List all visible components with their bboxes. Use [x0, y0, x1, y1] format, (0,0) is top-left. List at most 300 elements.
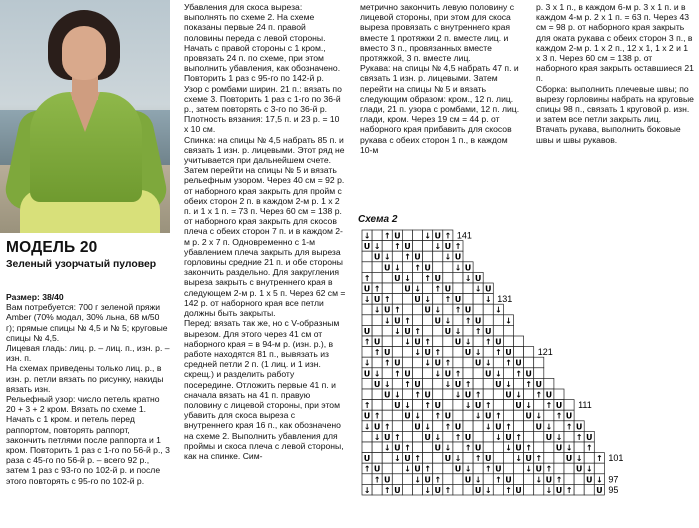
chart-row-label: 131 [497, 294, 513, 305]
chart-symbol: U [505, 390, 512, 400]
chart-cell [514, 378, 524, 389]
chart-cell [433, 336, 443, 347]
chart-cell [514, 421, 524, 432]
chart-cell [413, 304, 423, 315]
chart-symbol: U [535, 464, 542, 474]
chart-symbol: ↑ [595, 454, 603, 464]
chart-symbol: ↓ [515, 454, 522, 464]
chart-cell [594, 463, 604, 474]
chart-symbol: ↓ [535, 411, 543, 421]
chart-symbol: ↓ [393, 326, 401, 336]
chart-symbol: ↓ [393, 454, 401, 464]
chart-cell [423, 251, 433, 262]
chart-cell [453, 484, 463, 495]
chart-cell [392, 378, 402, 389]
chart-cell [473, 421, 483, 432]
chart-cell [544, 453, 554, 464]
chart-symbol: ↑ [454, 369, 462, 379]
chart-cell [483, 389, 493, 400]
chart-cell [453, 315, 463, 326]
chart-symbol: ↓ [363, 358, 371, 368]
chart-cell [423, 442, 433, 453]
chart-symbol: U [373, 379, 381, 389]
chart-cell [514, 463, 524, 474]
chart-symbol: U [434, 273, 441, 283]
size-paragraph: Размер: 38/40 [6, 292, 64, 302]
chart-cell [524, 421, 534, 432]
chart-symbol: U [384, 390, 391, 400]
chart-symbol: U [525, 454, 532, 464]
chart-symbol: U [454, 464, 462, 474]
chart-symbol: U [373, 252, 381, 262]
chart-symbol: ↓ [545, 422, 553, 432]
chart-symbol: U [404, 411, 411, 421]
chart-symbol: U [474, 316, 482, 326]
chart-cell [382, 463, 392, 474]
chart-symbol: U [545, 390, 553, 400]
chart-symbol: ↑ [494, 348, 502, 358]
chart-cell [413, 400, 423, 411]
chart-symbol: U [505, 432, 512, 442]
chart-symbol: ↑ [474, 390, 482, 400]
chart-symbol: ↑ [494, 411, 502, 421]
chart-cell [453, 347, 463, 358]
chart-symbol: ↓ [404, 401, 411, 411]
chart-symbol: ↑ [484, 464, 492, 474]
chart-symbol: U [464, 348, 472, 358]
chart-cell [362, 304, 372, 315]
chart-symbol: U [464, 305, 472, 315]
chart-symbol: ↑ [494, 475, 502, 485]
chart-symbol: U [424, 390, 431, 400]
chart-cell [433, 262, 443, 273]
chart-symbol: U [434, 443, 441, 453]
chart-cell [423, 315, 433, 326]
chart-cell [443, 463, 453, 474]
chart-cell [433, 463, 443, 474]
chart-cell [503, 368, 513, 379]
chart-symbol: U [515, 485, 522, 495]
chart-symbol: ↑ [434, 475, 442, 485]
chart-symbol: ↑ [464, 379, 472, 389]
chart-symbol: ↓ [474, 284, 482, 294]
chart-symbol: ↑ [535, 390, 543, 400]
chart-cell [372, 315, 382, 326]
chart-cell [483, 347, 493, 358]
chart-cell [554, 453, 564, 464]
chart-symbol: U [434, 231, 441, 241]
chart-cell [423, 368, 433, 379]
chart-symbol: ↑ [525, 443, 533, 453]
chart-cell [493, 400, 503, 411]
chart-symbol: U [414, 379, 421, 389]
chart-symbol: ↑ [373, 411, 381, 421]
chart-cell [402, 347, 412, 358]
chart-cell [483, 474, 493, 485]
chart-symbol: ↓ [494, 432, 502, 442]
chart-symbol: ↑ [565, 422, 573, 432]
chart-cell [423, 325, 433, 336]
chart-cell [473, 431, 483, 442]
chart-symbol: U [485, 454, 492, 464]
chart-cell [443, 262, 453, 273]
chart-symbol: U [414, 422, 421, 432]
chart-cell [524, 474, 534, 485]
chart-cell [382, 400, 392, 411]
chart-cell [503, 336, 513, 347]
chart-symbol: ↓ [434, 305, 442, 315]
chart-cell [473, 368, 483, 379]
chart-cell [362, 389, 372, 400]
chart-cell [463, 283, 473, 294]
chart-symbol: ↓ [383, 316, 391, 326]
chart-symbol: U [434, 485, 441, 495]
chart-symbol: ↑ [444, 231, 452, 241]
chart-cell [392, 294, 402, 305]
chart-cell [463, 484, 473, 495]
chart-symbol: U [495, 337, 502, 347]
chart-symbol: U [394, 358, 401, 368]
chart-row-label: 141 [456, 230, 472, 241]
chart-symbol: ↓ [595, 475, 603, 485]
chart-cell [524, 484, 534, 495]
chart-symbol: ↑ [383, 358, 391, 368]
chart-symbol: ↑ [393, 242, 401, 252]
chart-symbol: ↑ [373, 284, 381, 294]
chart-symbol: ↓ [464, 401, 472, 411]
chart-cell [443, 474, 453, 485]
chart-symbol: U [373, 295, 381, 305]
chart-symbol: ↑ [555, 475, 563, 485]
chart-symbol: U [535, 422, 542, 432]
chart-cell [544, 410, 554, 421]
chart-cell [453, 283, 463, 294]
chart-symbol: U [384, 263, 391, 273]
chart-symbol: U [464, 263, 472, 273]
chart-symbol: U [394, 443, 401, 453]
chart-symbol: U [464, 432, 472, 442]
chart-cell [443, 272, 453, 283]
chart-cell [473, 378, 483, 389]
chart-cell [463, 294, 473, 305]
chart-cell [402, 294, 412, 305]
chart-cell [443, 336, 453, 347]
chart-cell [423, 283, 433, 294]
schema-title: Схема 2 [358, 214, 398, 225]
chart-symbol: U [586, 432, 593, 442]
chart-cell [392, 251, 402, 262]
chart-symbol: U [505, 348, 512, 358]
chart-cell [463, 453, 473, 464]
chart-symbol: U [454, 422, 462, 432]
chart-cell [423, 378, 433, 389]
chart-symbol: U [444, 284, 452, 294]
chart-cell [453, 410, 463, 421]
chart-symbol: ↑ [505, 358, 512, 368]
chart-symbol: ↓ [363, 485, 371, 495]
chart-row-label: 111 [578, 400, 592, 411]
sleeves-continued-paragraph: р. 3 х 1 п., в каждом 6-м р. 3 х 1 п. и в каждом 4-м р. 2 х 1 п. = 63 п. Через 43 см = 98 р. от наборного края закрыть для оката рукава с обеих сторон 3 п., в каждом 2-м р. 1 х 2 п., 12 х 1, 1 х 2 и 1 х 3 п. Через 60 см = 138 р. от наборного края закрыть оставшиеся 21 п. [536, 2, 694, 84]
chart-cell [574, 484, 584, 495]
chart-cell [534, 431, 544, 442]
chart-symbol: ↓ [414, 411, 421, 421]
chart-cell [413, 484, 423, 495]
chart-symbol: U [495, 464, 502, 474]
chart-cell [372, 442, 382, 453]
chart-symbol: ↓ [383, 443, 391, 453]
chart-cell [392, 410, 402, 421]
chart-symbol: ↓ [414, 348, 421, 358]
chart-symbol: ↓ [424, 422, 432, 432]
chart-cell [503, 453, 513, 464]
chart-symbol: U [404, 242, 411, 252]
chart-symbol: ↑ [363, 273, 371, 283]
chart-symbol: ↓ [585, 464, 593, 474]
chart-cell [402, 484, 412, 495]
chart-symbol: ↑ [454, 242, 462, 252]
chart-cell [524, 347, 534, 358]
chart-symbol: U [363, 411, 371, 421]
chart-cell [493, 484, 503, 495]
chart-cell [584, 453, 594, 464]
chart-cell [453, 442, 463, 453]
chart-symbol: ↑ [424, 464, 432, 474]
chart-cell [372, 357, 382, 368]
chart-cell [534, 357, 544, 368]
chart-cell [493, 357, 503, 368]
chart-cell [463, 421, 473, 432]
chart-cell [514, 347, 524, 358]
chart-cell [382, 241, 392, 252]
chart-cell [392, 463, 402, 474]
chart-symbol: ↓ [454, 390, 462, 400]
chart-cell [433, 251, 443, 262]
chart-symbol: U [525, 369, 532, 379]
chart-symbol: U [485, 369, 492, 379]
chart-symbol: ↓ [434, 369, 442, 379]
chart-symbol: ↑ [525, 379, 533, 389]
chart-cell [392, 283, 402, 294]
gauge-paragraph: Плотность вязания: 17,5 п. и 23 р. = 10 х 10 см. [184, 114, 340, 135]
chart-symbol: U [404, 326, 411, 336]
chart-cell [493, 453, 503, 464]
chart-symbol: ↑ [444, 295, 452, 305]
chart-cell [413, 241, 423, 252]
chart-cell [453, 357, 463, 368]
chart-symbol: U [363, 369, 371, 379]
chart-cell [433, 378, 443, 389]
chart-symbol: U [444, 326, 452, 336]
chart-cell [524, 389, 534, 400]
chart-symbol: U [535, 379, 542, 389]
chart-symbol: ↓ [464, 464, 472, 474]
chart-cell [372, 262, 382, 273]
chart-symbol: ↓ [555, 432, 563, 442]
chart-symbol: ↑ [464, 316, 472, 326]
chart-cell [503, 325, 513, 336]
chart-symbol: U [474, 358, 482, 368]
chart-cell [453, 474, 463, 485]
chart-cell [483, 378, 493, 389]
chart-cell [433, 294, 443, 305]
chart-symbol: ↓ [404, 273, 411, 283]
chart-symbol: U [565, 454, 573, 464]
chart-row-label: 121 [537, 347, 553, 358]
chart-symbol: U [444, 411, 452, 421]
stockinette-paragraph: Лицевая гладь: лиц. р. – лиц. п., изн. р. – изн. п. [6, 343, 170, 364]
back-paragraph: Спинка: на спицы № 4,5 набрать 85 п. и связать 1 изн. р. лицевыми. Этот ряд не учитывается при дальнейшем счете. Затем перейти на спицы № 5 и вязать рельефным узором. Через 40 см = 92 р. от наборного края закрыть для пройм с обеих сторон 2 п. в каждом 2-м р. 1 х 2 п. и 1 х 1 п. = 73 п. Через 60 см = 138 р. от наборного края закрыть для скосов плеча с обеих сторон 7 п. и в каждом 2-м р. 2 х 7 п. Одновременно с 1-м убавлением плеча закрыть для выреза горловины средние 21 п. и обе стороны закончить раздельно. Для закругления выреза закрыть с внутреннего края в следующем 2-м р. 1 х 5 п. Через 62 см = 142 р. от наборного края все петли должны быть закрыты. [184, 134, 346, 319]
chart-symbol: ↓ [575, 454, 583, 464]
chart-symbol: U [555, 443, 563, 453]
chart-cell [413, 368, 423, 379]
chart-symbol: U [373, 464, 381, 474]
chart-symbol: U [394, 485, 401, 495]
chart-cell [382, 283, 392, 294]
chart-symbol: ↓ [383, 379, 391, 389]
chart-cell [413, 272, 423, 283]
chart-cell [362, 251, 372, 262]
chart-cell [463, 410, 473, 421]
chart-symbol: ↑ [434, 284, 442, 294]
chart-symbol: ↓ [444, 443, 452, 453]
chart-cell [362, 442, 372, 453]
chart-cell [433, 325, 443, 336]
chart-cell [473, 336, 483, 347]
chart-symbol: ↑ [404, 252, 411, 262]
chart-symbol: U [545, 432, 553, 442]
chart-symbol: U [414, 295, 421, 305]
chart-cell [413, 357, 423, 368]
chart-symbol: U [444, 454, 452, 464]
chart-cell [392, 347, 402, 358]
chart-symbol: U [596, 485, 603, 495]
front-continued-paragraph: метрично закончить левую половину с лицевой стороны, при этом для скоса выреза провязать с внутреннего края вместе 1 протяжки 2 п. вместе лиц. и вместо 3 п., провязанных вместе протяжкой, 3 п. вместе лиц. [360, 2, 515, 64]
chart-symbol: ↓ [454, 326, 462, 336]
chart-cell [382, 368, 392, 379]
chart-cell [514, 336, 524, 347]
chart-row-label: 101 [608, 453, 624, 464]
chart-symbol: ↑ [444, 422, 452, 432]
chart-cell [372, 389, 382, 400]
chart-cell [382, 336, 392, 347]
chart-cell [392, 336, 402, 347]
chart-symbol: U [555, 401, 563, 411]
chart-symbol: ↑ [565, 485, 573, 495]
chart-symbol: U [555, 485, 563, 495]
chart-cell [372, 230, 382, 241]
chart-cell [574, 442, 584, 453]
chart-symbol: ↓ [434, 242, 442, 252]
chart-symbol: U [444, 242, 452, 252]
chart-symbol: ↑ [404, 443, 411, 453]
chart-cell [554, 389, 564, 400]
chart-cell [413, 315, 423, 326]
chart-symbol: U [373, 422, 381, 432]
chart-cell [453, 272, 463, 283]
chart-symbol: U [454, 337, 462, 347]
chart-symbol: ↑ [404, 316, 411, 326]
chart-cell [382, 410, 392, 421]
chart-symbol: ↓ [373, 305, 381, 315]
chart-symbol: ↑ [585, 443, 593, 453]
chart-symbol: U [363, 284, 371, 294]
chart-cell [362, 347, 372, 358]
chart-cell [362, 262, 372, 273]
chart-symbol: U [384, 432, 391, 442]
chart-cell [534, 484, 544, 495]
chart-symbol: ↑ [505, 485, 512, 495]
chart-cell [362, 474, 372, 485]
chart-symbol: ↓ [505, 316, 512, 326]
chart-symbol: ↓ [444, 252, 452, 262]
chart-symbol: ↑ [454, 305, 462, 315]
chart-cell [443, 400, 453, 411]
chart-symbol: U [363, 326, 371, 336]
chart-cell [372, 484, 382, 495]
chart-cell [524, 357, 534, 368]
chart-symbol: U [485, 411, 492, 421]
chart-symbol: ↑ [454, 432, 462, 442]
chart-cell [402, 304, 412, 315]
chart-cell [483, 304, 493, 315]
chart-symbol: ↑ [515, 432, 522, 442]
chart-cell [493, 315, 503, 326]
chart-symbol: U [414, 464, 421, 474]
chart-cell [382, 325, 392, 336]
chart-cell [402, 357, 412, 368]
chart-symbol: ↓ [444, 379, 452, 389]
chart-cell [564, 474, 574, 485]
chart-symbol: ↑ [404, 379, 411, 389]
chart-symbol: U [454, 379, 462, 389]
chart-symbol: U [495, 379, 502, 389]
chart-cell [564, 463, 574, 474]
chart-row-label: 97 [608, 474, 619, 485]
materials-paragraph: Вам потребуется: 700 г зеленой пряжи Amber (70% модал, 30% льна, 68 м/50 г); прямые спицы № 4,5 и № 5; круговые спицы № 4,5. [6, 302, 168, 343]
chart-cell [433, 421, 443, 432]
chart-symbol: ↑ [484, 337, 492, 347]
relief-pattern-paragraph: Рельефный узор: число петель кратно 20 + 3 + 2 кром. Вязать по схеме 1. Начать с 1 кром. и петель перед раппортом, повторять раппорт, закончить петлями после раппорта и 1 кром. Повторить 1 раз с 1-го по 56-й р., 3 раза с 45-го по 56-й р. – всего 92 р., затем 1 раз с 93-го по 102-й р. и после этого повторять с 95-го по 102-й р. [6, 394, 170, 486]
chart-cell [413, 442, 423, 453]
chart-symbol: ↓ [454, 454, 462, 464]
chart-symbol: U [525, 411, 532, 421]
chart-cell [443, 431, 453, 442]
chart-cell [433, 389, 443, 400]
chart-symbol: U [515, 358, 522, 368]
chart-symbol: U [434, 358, 441, 368]
chart-symbol: ↑ [515, 369, 522, 379]
chart-symbol: ↓ [464, 273, 472, 283]
chart-symbol: ↑ [414, 454, 421, 464]
chart-symbol: ↓ [444, 316, 452, 326]
chart-cell [493, 389, 503, 400]
chart-symbol: U [394, 273, 401, 283]
chart-cell [362, 315, 372, 326]
chart-cell [503, 410, 513, 421]
chart-symbol: ↓ [383, 252, 391, 262]
diamond-pattern-paragraph: Узор с ромбами ширин. 21 п.: вязать по схеме 3. Повторить 1 раз с 1-го по 36-й р., затем повторять с 3-го по 36-й р. [184, 83, 342, 115]
chart-cell [433, 453, 443, 464]
chart-cell [423, 410, 433, 421]
chart-symbol: ↓ [474, 475, 482, 485]
chart-cell [372, 453, 382, 464]
chart-symbol: U [384, 348, 391, 358]
chart-symbol: ↓ [404, 337, 411, 347]
chart-symbol: ↑ [383, 422, 391, 432]
chart-cell [514, 474, 524, 485]
chart-cell [372, 400, 382, 411]
chart-symbol: ↓ [434, 432, 442, 442]
